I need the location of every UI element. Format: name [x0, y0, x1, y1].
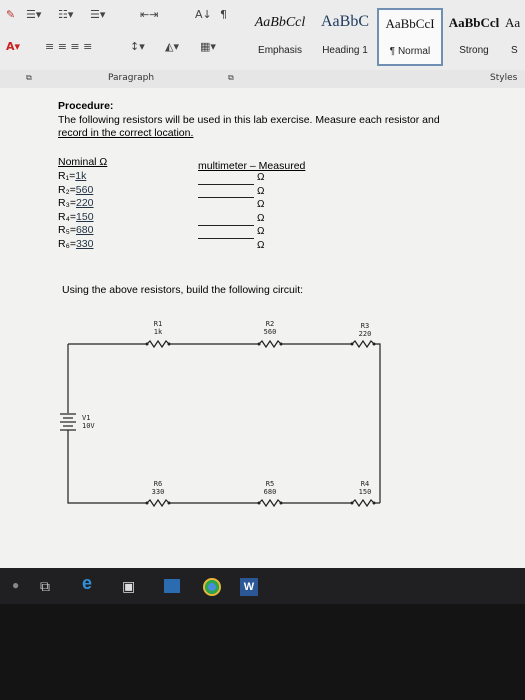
- r1-value: 1k: [153, 328, 163, 336]
- procedure-text-line2: record in the correct location.: [58, 127, 194, 139]
- ribbon-group-labels: [0, 70, 525, 89]
- r5-value: 680: [263, 488, 277, 496]
- align-icon[interactable]: ≡ ≡ ≡ ≡: [45, 40, 93, 53]
- resistor-label: R₄=: [58, 211, 77, 223]
- style-emphasis[interactable]: [248, 8, 312, 64]
- junction-dot: [146, 502, 149, 505]
- omega-symbol: Ω: [257, 213, 265, 224]
- sort-icon[interactable]: A↓: [195, 8, 212, 21]
- wire: [68, 430, 147, 503]
- resistor-value: 330: [75, 238, 94, 250]
- borders-icon[interactable]: ▦▾: [200, 40, 216, 53]
- dialog-launcher-icon[interactable]: ⧉: [26, 73, 32, 82]
- resistor-label: R₁=: [58, 170, 76, 182]
- resistor-symbol: [352, 500, 374, 506]
- measured-header: multimeter – Measured: [198, 160, 306, 172]
- font-color-icon[interactable]: A▾: [6, 40, 21, 53]
- bullets-icon[interactable]: ☰▾: [26, 8, 42, 21]
- omega-symbol: Ω: [257, 186, 265, 197]
- style-more-label: S: [511, 45, 518, 56]
- ribbon: [0, 0, 525, 70]
- chrome-icon[interactable]: [203, 578, 221, 596]
- style-strong[interactable]: [444, 8, 504, 64]
- r3-name: R3: [360, 322, 370, 330]
- store-icon[interactable]: ▣: [122, 578, 136, 594]
- procedure-text-line1: The following resistors will be used in this lab exercise. Measure each resistor and: [58, 114, 440, 126]
- junction-dot: [373, 502, 376, 505]
- task-view-icon[interactable]: ⧉: [40, 578, 50, 594]
- r4-value: 150: [358, 488, 372, 496]
- junction-dot: [280, 502, 283, 505]
- omega-symbol: Ω: [257, 199, 265, 210]
- resistor-symbol: [147, 500, 169, 506]
- junction-dot: [168, 343, 171, 346]
- r4-name: R4: [360, 480, 370, 488]
- style-heading1-sample: AaBbC: [321, 13, 369, 30]
- resistor-value: 560: [75, 184, 94, 196]
- photos-icon[interactable]: [164, 579, 180, 593]
- junction-dot: [373, 343, 376, 346]
- resistor-label: R₃=: [58, 197, 76, 209]
- resistor-value: 1k: [75, 170, 87, 182]
- junction-dot: [258, 343, 261, 346]
- resistor-symbol: [259, 341, 281, 347]
- resistor-value: 150: [76, 211, 94, 223]
- style-normal[interactable]: [377, 8, 443, 66]
- circuit-diagram: [0, 88, 525, 568]
- junction-dot: [351, 502, 354, 505]
- r6-name: R6: [153, 480, 163, 488]
- numbering-icon[interactable]: ☷▾: [58, 8, 74, 21]
- group-styles-label: Styles: [490, 73, 518, 83]
- resistor-symbol: [352, 341, 374, 347]
- build-instruction: Using the above resistors, build the following circuit:: [62, 284, 304, 296]
- resistor-label: R₂=: [58, 184, 76, 196]
- resistor-label: R₅=: [58, 224, 76, 236]
- dialog-launcher-icon[interactable]: ⧉: [228, 73, 234, 82]
- resistor-value: 680: [75, 224, 94, 236]
- multilevel-icon[interactable]: ☰▾: [90, 8, 106, 21]
- indent-icon[interactable]: ⇤⇥: [140, 8, 159, 21]
- style-strong-sample: AaBbCcl: [448, 15, 500, 30]
- r1-name: R1: [153, 320, 163, 328]
- resistor-symbol: [259, 500, 281, 506]
- junction-dot: [351, 343, 354, 346]
- pilcrow-icon[interactable]: ¶: [220, 8, 227, 21]
- style-more-sample: Aa: [505, 15, 521, 30]
- junction-dot: [146, 343, 149, 346]
- style-normal-sample: AaBbCcI: [385, 16, 435, 31]
- nominal-header: Nominal Ω: [58, 156, 108, 168]
- style-heading1-label: Heading 1: [322, 45, 368, 56]
- style-strong-label: Strong: [459, 45, 489, 56]
- document-area: [0, 88, 525, 568]
- monitor-bezel: [0, 604, 525, 700]
- style-emphasis-sample: AaBbCcl: [254, 15, 306, 30]
- resistor-label: R₆=: [58, 238, 76, 250]
- omega-symbol: Ω: [257, 226, 265, 237]
- taskbar: [0, 568, 525, 604]
- r3-value: 220: [358, 330, 372, 338]
- wire: [374, 344, 380, 503]
- junction-dot: [258, 502, 261, 505]
- omega-symbol: Ω: [257, 172, 265, 183]
- resistor-symbol: [147, 341, 169, 347]
- style-normal-label: ¶ Normal: [389, 46, 431, 57]
- junction-dot: [280, 343, 283, 346]
- style-more[interactable]: [504, 8, 525, 64]
- style-emphasis-label: Emphasis: [258, 45, 302, 56]
- line-spacing-icon[interactable]: ↕▾: [130, 40, 145, 53]
- r2-value: 560: [263, 328, 277, 336]
- procedure-title: Procedure:: [58, 100, 114, 112]
- shading-icon[interactable]: ◭▾: [165, 40, 179, 53]
- r6-value: 330: [151, 488, 165, 496]
- omega-symbol: Ω: [257, 240, 265, 251]
- resistor-value: 220: [76, 197, 94, 209]
- style-heading1[interactable]: [313, 8, 377, 64]
- paint-icon[interactable]: ✎: [6, 8, 16, 21]
- v1-name: V1: [82, 414, 91, 422]
- group-paragraph-label: Paragraph: [108, 73, 155, 83]
- v1-value: 10V: [82, 422, 95, 430]
- microphone-icon[interactable]: ●: [12, 578, 20, 592]
- r2-name: R2: [265, 320, 275, 328]
- edge-icon[interactable]: e: [82, 573, 93, 593]
- junction-dot: [168, 502, 171, 505]
- word-icon[interactable]: W: [240, 578, 258, 596]
- r5-name: R5: [265, 480, 275, 488]
